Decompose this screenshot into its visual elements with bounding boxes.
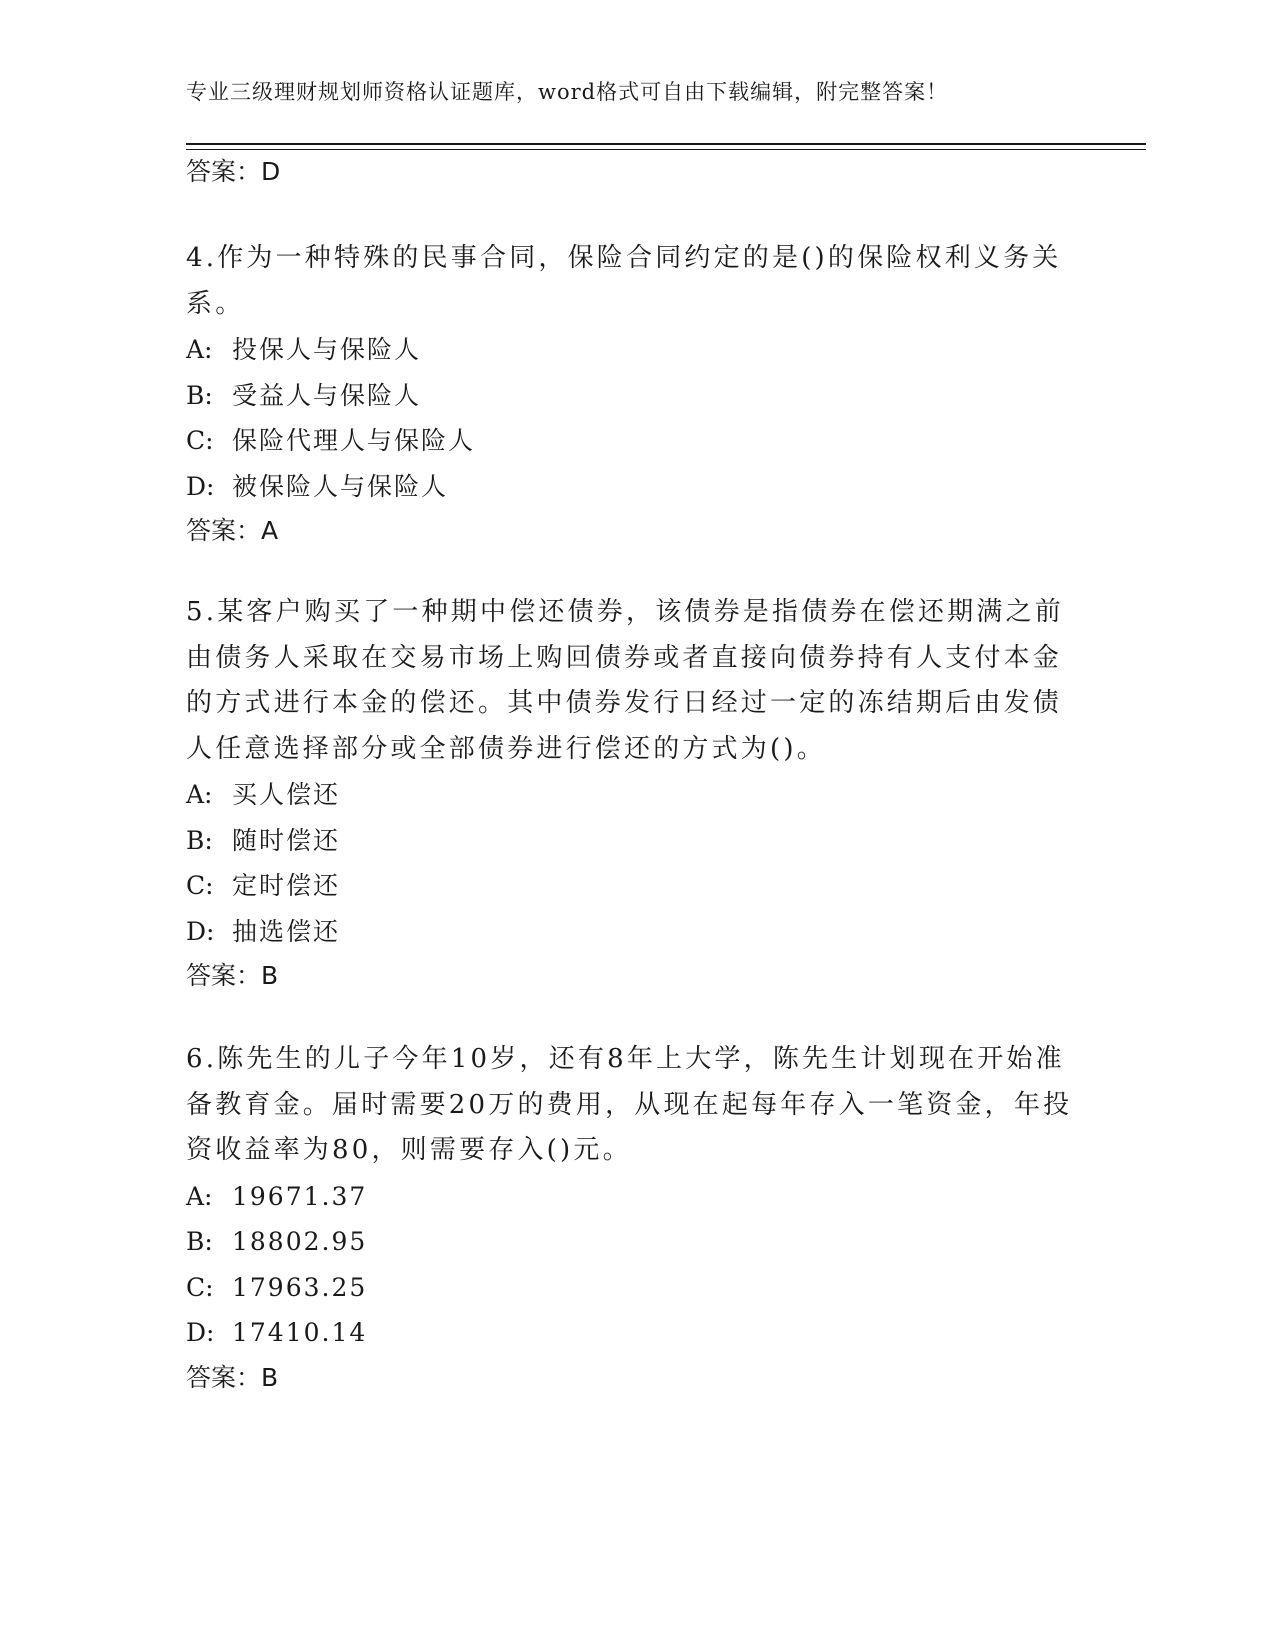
option-d	[186, 1310, 1076, 1356]
option-text: 投保人与保险人	[232, 335, 422, 364]
option-text: 买人偿还	[232, 780, 341, 809]
option-letter: D:	[186, 916, 215, 946]
header-divider	[186, 143, 1146, 150]
option-letter: D:	[186, 471, 215, 501]
option-c	[186, 418, 1076, 464]
question-stem: 4.作为一种特殊的民事合同，保险合同约定的是()的保险权利义务关系。	[186, 243, 1062, 319]
question-stem: 5.某客户购买了一种期中偿还债券，该债券是指债券在偿还期满之前由债务人采取在交易市场上购回债券或者直接向债券持有人支付本金的方式进行本金的偿还。其中债券发行日经过一定的冻结期后由发债人任意选择部分或全部债券进行偿还的方式为()。	[186, 597, 1065, 764]
option-letter: B:	[186, 1227, 213, 1256]
option-a	[186, 327, 1076, 373]
option-letter: D:	[186, 1318, 215, 1347]
option-c	[186, 1265, 1076, 1311]
option-text: 定时偿还	[232, 871, 341, 900]
question-stem: 6.陈先生的儿子今年10岁，还有8年上大学，陈先生计划现在开始准备教育金。届时需要20万的费用，从现在起每年存入一笔资金，年投资收益率为80，则需要存入()元。	[186, 1044, 1073, 1165]
question-4	[186, 236, 1076, 553]
answer: 答案：B	[186, 961, 279, 990]
option-a	[186, 772, 1076, 818]
option-text: 18802.95	[232, 1227, 368, 1256]
question-5	[186, 590, 1076, 998]
option-letter: A:	[186, 780, 213, 809]
option-a	[186, 1174, 1076, 1220]
option-b	[186, 818, 1076, 864]
option-text: 被保险人与保险人	[232, 471, 449, 501]
answer: 答案：A	[186, 516, 279, 545]
option-text: 17963.25	[232, 1272, 368, 1302]
option-letter: B:	[186, 825, 213, 855]
option-text: 随时偿还	[232, 825, 341, 855]
option-d	[186, 464, 1076, 510]
page-header: 专业三级理财规划师资格认证题库，word格式可自由下载编辑，附完整答案！	[186, 80, 949, 104]
option-c	[186, 863, 1076, 909]
option-text: 抽选偿还	[232, 916, 341, 946]
option-text: 17410.14	[232, 1318, 368, 1347]
option-letter: B:	[186, 380, 213, 410]
option-b	[186, 1219, 1076, 1265]
option-letter: C:	[186, 1272, 214, 1302]
question-6	[186, 1037, 1076, 1400]
option-letter: A:	[186, 335, 213, 364]
option-text: 受益人与保险人	[232, 380, 422, 410]
option-letter: A:	[186, 1181, 213, 1211]
option-letter: C:	[186, 426, 214, 455]
option-text: 19671.37	[232, 1181, 368, 1211]
option-letter: C:	[186, 871, 214, 900]
option-d	[186, 909, 1076, 955]
option-text: 保险代理人与保险人	[232, 426, 476, 455]
previous-answer: 答案：D	[186, 157, 281, 186]
option-b	[186, 373, 1076, 419]
answer: 答案：B	[186, 1362, 279, 1392]
